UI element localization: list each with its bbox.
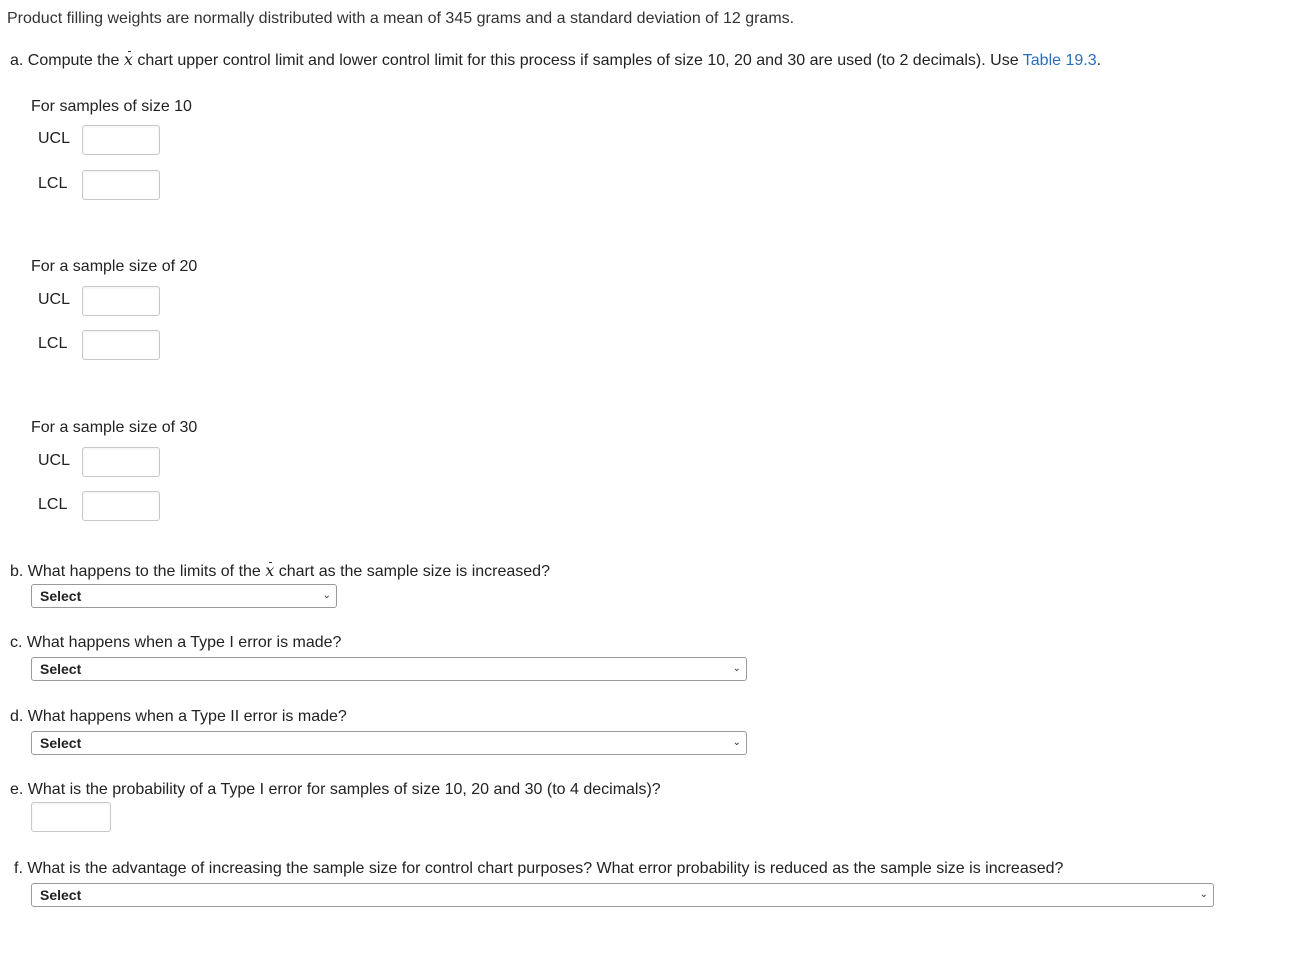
question-f-select[interactable] bbox=[31, 883, 1214, 907]
question-d: d. What happens when a Type II error is made? bbox=[10, 708, 347, 725]
lcl-label: LCL bbox=[38, 175, 68, 192]
chevron-down-icon: ⌄ bbox=[732, 663, 741, 674]
group-10-heading: For samples of size 10 bbox=[31, 98, 192, 115]
ucl-30-input[interactable] bbox=[82, 447, 160, 477]
ucl-label: UCL bbox=[38, 130, 71, 147]
question-c-select[interactable] bbox=[31, 657, 747, 681]
group-20-heading: For a sample size of 20 bbox=[31, 258, 198, 275]
question-a bbox=[10, 50, 1101, 70]
select-label: Select bbox=[40, 588, 82, 604]
lcl-10-input[interactable] bbox=[82, 170, 160, 200]
chevron-down-icon: ⌄ bbox=[322, 590, 331, 601]
lcl-20-input[interactable] bbox=[82, 330, 160, 360]
ucl-label: UCL bbox=[38, 291, 71, 308]
ucl-label: UCL bbox=[38, 452, 71, 469]
ucl-10-input[interactable] bbox=[82, 125, 160, 155]
ucl-20-input[interactable] bbox=[82, 286, 160, 316]
question-a-middle: chart upper control limit and lower control limit for this process if samples of size 10, 20 and 30 are used (to 2 decimals). Use bbox=[132, 52, 1023, 69]
x-bar-symbol: x bbox=[265, 561, 275, 580]
question-b-suffix: chart as the sample size is increased? bbox=[274, 563, 550, 580]
select-label: Select bbox=[40, 661, 82, 677]
lcl-30-input[interactable] bbox=[82, 491, 160, 521]
question-e: e. What is the probability of a Type I error for samples of size 10, 20 and 30 (to 4 decimals)? bbox=[10, 781, 661, 798]
question-d-select[interactable] bbox=[31, 731, 747, 755]
question-b-prefix: b. What happens to the limits of the bbox=[10, 563, 266, 580]
lcl-label: LCL bbox=[38, 496, 68, 513]
type-1-probability-input[interactable] bbox=[31, 802, 111, 832]
chevron-down-icon: ⌄ bbox=[1199, 889, 1208, 900]
question-c: c. What happens when a Type I error is made? bbox=[10, 634, 342, 651]
question-f: f. What is the advantage of increasing the sample size for control chart purposes? What error probability is reduced as the sample size is increased? bbox=[14, 860, 1064, 877]
question-b-select[interactable] bbox=[31, 584, 337, 608]
question-a-prefix: a. Compute the bbox=[10, 52, 124, 69]
question-b bbox=[10, 561, 550, 581]
question-a-suffix: . bbox=[1096, 52, 1102, 69]
lcl-label: LCL bbox=[38, 335, 68, 352]
x-bar-symbol: x bbox=[123, 50, 133, 69]
table-link[interactable]: Table 19.3 bbox=[1022, 52, 1097, 69]
select-label: Select bbox=[40, 735, 82, 751]
select-label: Select bbox=[40, 887, 82, 903]
chevron-down-icon: ⌄ bbox=[732, 737, 741, 748]
group-30-heading: For a sample size of 30 bbox=[31, 419, 198, 436]
problem-intro: Product filling weights are normally distributed with a mean of 345 grams and a standard deviation of 12 grams. bbox=[7, 10, 795, 27]
